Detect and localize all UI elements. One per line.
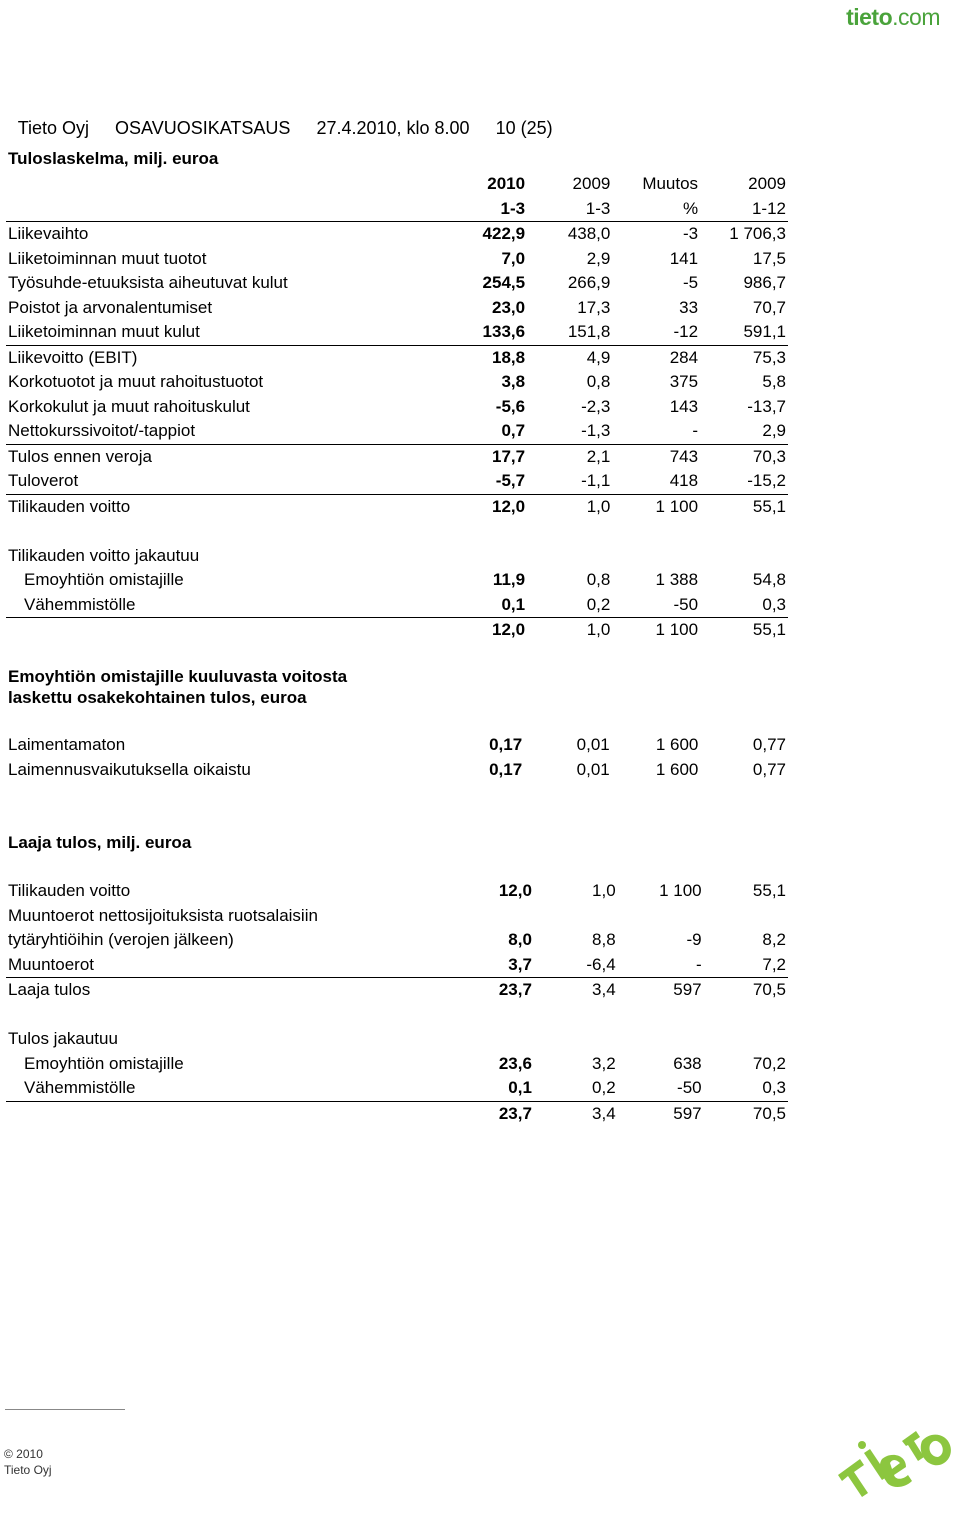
- table-row: Laimennusvaikutuksella oikaistu 0,17 0,01 1 600 0,77: [8, 759, 786, 779]
- table-row: tytäryhtiöihin (verojen jälkeen) 8,0 8,8 -9 8,2: [8, 930, 786, 949]
- split-title-row: Tilikauden voitto jakautuu: [8, 545, 200, 565]
- footer-divider: [5, 1409, 125, 1410]
- table-row: Vähemmistölle 0,1 0,2 -50 0,3: [6, 1076, 788, 1101]
- table-row: Tulos ennen veroja 17,7 2,1 743 70,3: [8, 446, 786, 466]
- footer-copyright: © 2010 Tieto Oyj: [4, 1447, 52, 1477]
- table-row: Liikevaihto 422,9 438,0 -3 1 706,3: [8, 224, 786, 243]
- table-header-years: 2010 2009 Muutos 2009: [487, 174, 786, 193]
- table-header-periods: 1-3 1-3 % 1-12: [6, 197, 788, 222]
- split-title-row: Tulos jakautuu: [8, 1029, 118, 1048]
- table-row: Nettokurssivoitot/-tappiot 0,7 -1,3 - 2,9: [6, 419, 788, 444]
- tieto-logo: tieto.com: [846, 4, 940, 30]
- table-row: Korkokulut ja muut rahoituskulut -5,6 -2,3 143 -13,7: [8, 396, 786, 416]
- header-page: 10 (25): [495, 118, 553, 138]
- table-row: Liikevoitto (EBIT) 18,8 4,9 284 75,3: [8, 347, 786, 367]
- income-table: [6, 172, 788, 643]
- eps-title: Emoyhtiön omistajille kuuluvasta voitosta laskettu osakekohtainen tulos, euroa: [8, 667, 348, 707]
- table-row: Emoyhtiön omistajille 11,9 0,8 1 388 54,8: [24, 570, 786, 589]
- table-row: Muuntoerot nettosijoituksista ruotsalaisiin: [8, 905, 318, 925]
- header-doc: OSAVUOSIKATSAUS: [115, 118, 291, 138]
- table-row: Liiketoiminnan muut kulut 133,6 151,8 -12 591,1: [6, 320, 788, 345]
- comprehensive-table: [6, 879, 788, 1126]
- table-row: Vähemmistölle 0,1 0,2 -50 0,3: [6, 593, 788, 618]
- table-row: Tilikauden voitto 12,0 1,0 1 100 55,1: [8, 496, 786, 516]
- table-row: Laimentamaton 0,17 0,01 1 600 0,77: [8, 735, 786, 754]
- table-row: Poistot ja arvonalentumiset 23,0 17,3 33 70,7: [8, 297, 786, 317]
- tieto-corner-logo: [820, 1401, 960, 1526]
- header-date: 27.4.2010, klo 8.00: [316, 118, 470, 138]
- spacer-row: [6, 519, 788, 544]
- table-row: Korkotuotot ja muut rahoitustuotot 3,8 0,8 375 5,8: [8, 372, 786, 391]
- spacer-row: [6, 1003, 788, 1028]
- table-row: Emoyhtiön omistajille 23,6 3,2 638 70,2: [24, 1053, 786, 1073]
- table-row: Laaja tulos 23,7 3,4 597 70,5: [8, 980, 786, 999]
- document-header: [8, 97, 579, 139]
- total-row: 12,0 1,0 1 100 55,1: [491, 620, 786, 639]
- table-row: Muuntoerot 3,7 -6,4 - 7,2: [6, 953, 788, 978]
- eps-table: [6, 733, 788, 782]
- table-row: Liiketoiminnan muut tuotot 7,0 2,9 141 17,5: [8, 248, 786, 268]
- table-row: Työsuhde-etuuksista aiheutuvat kulut 254,5 266,9 -5 986,7: [8, 273, 786, 292]
- total-row: 23,7 3,4 597 70,5: [498, 1103, 786, 1123]
- table-row: Tuloverot -5,7 -1,1 418 -15,2: [6, 469, 788, 494]
- header-company: Tieto Oyj: [17, 118, 90, 138]
- table-row: Tilikauden voitto 12,0 1,0 1 100 55,1: [8, 881, 786, 900]
- income-title: Tuloslaskelma, milj. euroa: [8, 149, 219, 168]
- comprehensive-title: Laaja tulos, milj. euroa: [8, 833, 192, 852]
